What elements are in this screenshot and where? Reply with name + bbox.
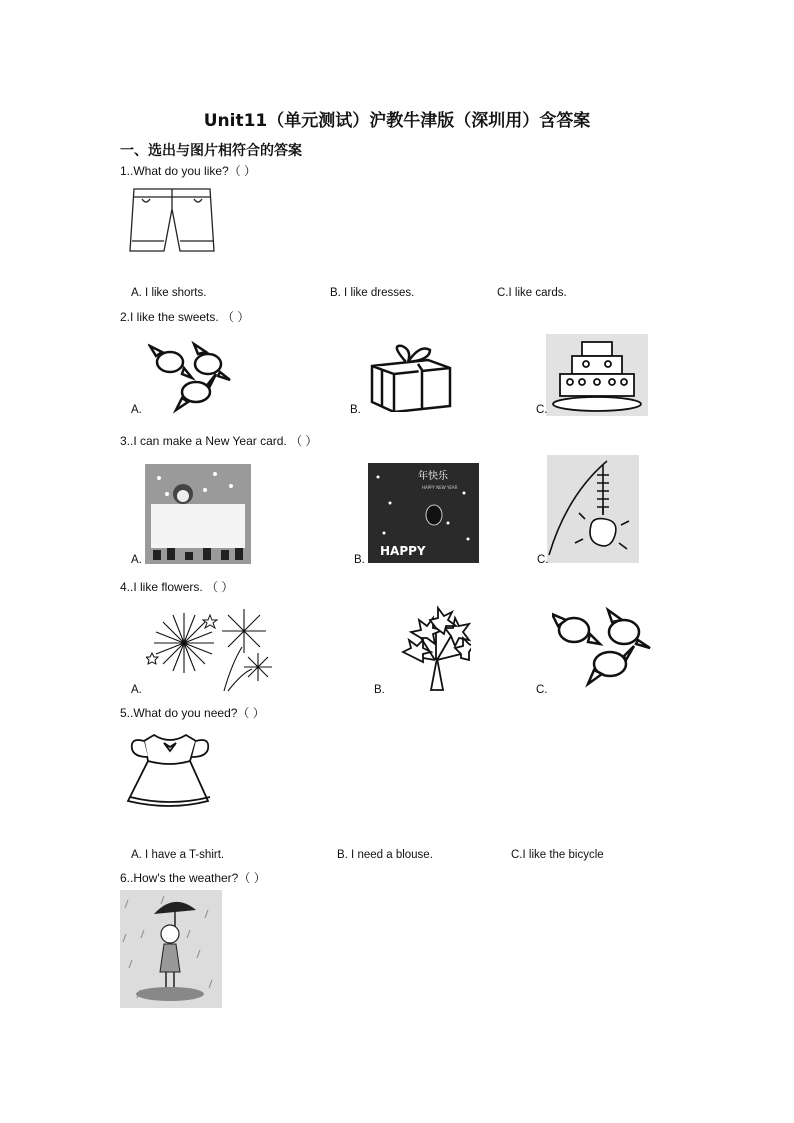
q3-option-c[interactable]: C. (537, 554, 549, 566)
q5-option-c[interactable]: C.I like the bicycle (511, 849, 604, 861)
card-banner-text: HAPPY (380, 544, 426, 558)
fireworks-icon (146, 603, 276, 693)
q3-option-b[interactable]: B. (354, 554, 365, 566)
q1-option-c[interactable]: C.I like cards. (497, 287, 567, 299)
question-1: 1..What do you like?（ ） (120, 164, 257, 178)
question-3: 3..I can make a New Year card. （ ） (120, 434, 318, 448)
gift-icon (368, 342, 454, 412)
q5-option-a[interactable]: A. I have a T-shirt. (131, 849, 225, 861)
card-cn-text: 年快乐 (418, 471, 448, 482)
q1-option-a[interactable]: A. I like shorts. (131, 287, 207, 299)
q5-option-b[interactable]: B. I need a blouse. (337, 849, 433, 861)
page-title: Unit11（单元测试）沪教牛津版（深圳用）含答案 (203, 111, 591, 131)
cake-icon (546, 334, 648, 416)
sweets-icon (552, 606, 652, 690)
question-5: 5..What do you need?（ ） (120, 706, 265, 720)
card-en-text: HAPPY NEW YEAR (422, 485, 458, 490)
q2-option-b[interactable]: B. (350, 404, 361, 416)
q1-option-b[interactable]: B. I like dresses. (330, 287, 415, 299)
flowers-icon (401, 598, 471, 694)
firecracker-icon (547, 455, 639, 563)
new-year-card-icon (368, 463, 479, 563)
question-6: 6..How's the weather?（ ） (120, 871, 266, 885)
q4-option-a[interactable]: A. (131, 684, 142, 696)
q2-option-a[interactable]: A. (131, 404, 142, 416)
q4-option-b[interactable]: B. (374, 684, 385, 696)
q4-option-c[interactable]: C. (536, 684, 548, 696)
sweets-icon (148, 340, 234, 416)
q2-option-c[interactable]: C. (536, 404, 548, 416)
section-heading: 一、选出与图片相符合的答案 (120, 143, 302, 159)
rain-girl-icon (120, 890, 222, 1008)
question-4: 4..I like flowers. （ ） (120, 580, 234, 594)
q3-option-a[interactable]: A. (131, 554, 142, 566)
christmas-card-icon (145, 464, 251, 564)
question-2: 2.I like the sweets. （ ） (120, 310, 250, 324)
shorts-icon (128, 185, 216, 257)
blouse-icon (124, 727, 216, 811)
